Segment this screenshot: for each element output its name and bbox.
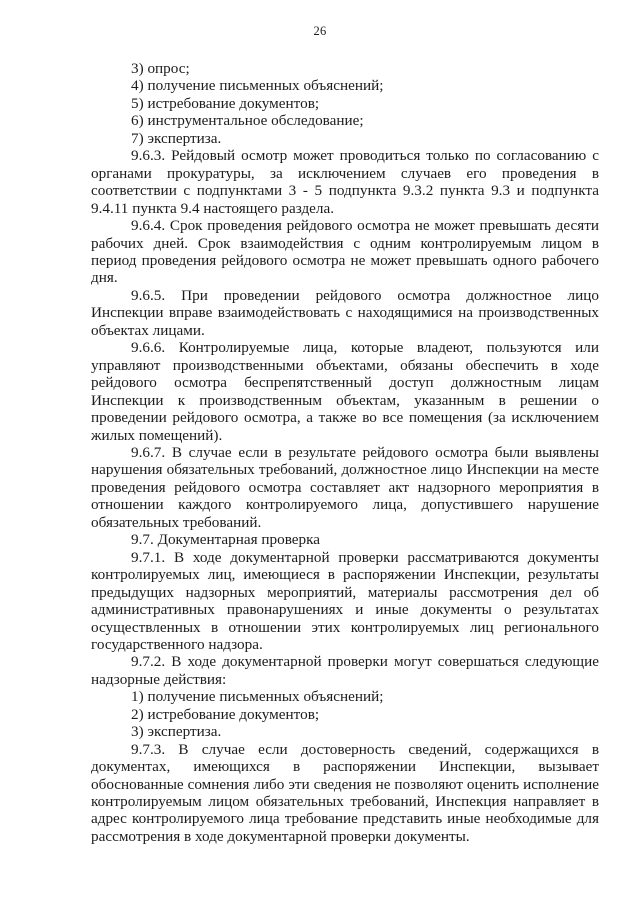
list-item: 2) истребование документов; — [131, 705, 320, 723]
paragraph-9-6-7: 9.6.7. В случае если в результате рейдового осмотра были выявлены нарушения обязательных требований, должностное лицо Инспекции на месте проведения рейдового осмотра составляет акт надзорного мероприятия в отношении каждого контролируемого лица, допустившего нарушение обязательных требований. — [91, 443, 599, 531]
list-item: 3) экспертиза. — [131, 723, 222, 741]
list-item: 4) получение письменных объяснений; — [131, 77, 384, 95]
paragraph-9-7-2: 9.7.2. В ходе документарной проверки могут совершаться следующие надзорные действия: — [91, 653, 599, 688]
list-item: 1) получение письменных объяснений; — [131, 688, 384, 706]
paragraph-9-7-1: 9.7.1. В ходе документарной проверки рассматриваются документы контролируемых лиц, имеющиеся в распоряжении Инспекции, результаты предыдущих надзорных мероприятий, материалы рассмотрения дел об административных правонарушениях и иные документы о результатах осуществленных в отношении этих контролируемых лиц регионального государственного надзора. — [91, 548, 599, 653]
list-item: 3) опрос; — [131, 60, 190, 77]
document-body — [91, 60, 599, 845]
paragraph-9-6-3: 9.6.3. Рейдовый осмотр может проводиться только по согласованию с органами прокуратуры, за исключением случаев его проведения в соответствии с подпунктами 3 - 5 подпункта 9.3.2 пункта 9.3 и подпункта 9.4.11 пункта 9.4 настоящего раздела. — [91, 147, 599, 217]
list-item: 5) истребование документов; — [131, 94, 320, 112]
section-heading: 9.7. Документарная проверка — [131, 531, 320, 549]
paragraph-9-6-5: 9.6.5. При проведении рейдового осмотра должностное лицо Инспекции вправе взаимодействовать с находящимися на производственных объектах лицами. — [91, 286, 599, 339]
paragraph-9-7-3: 9.7.3. В случае если достоверность сведений, содержащихся в документах, имеющихся в распоряжении Инспекции, вызывает обоснованные сомнения либо эти сведения не позволяют оценить исполнение контролируемым лицом обязательных требований, Инспекция направляет в адрес контролируемого лица требование представить иные необходимые для рассмотрения в ходе документарной проверки документы. — [91, 740, 599, 845]
paragraph-9-6-4: 9.6.4. Срок проведения рейдового осмотра не может превышать десяти рабочих дней. Срок взаимодействия с одним контролируемым лицом в период проведения рейдового осмотра не может превышать одного рабочего дня. — [91, 217, 599, 287]
paragraph-9-6-6: 9.6.6. Контролируемые лица, которые владеют, пользуются или управляют производственными объектами, обязаны обеспечить в ходе рейдового осмотра беспрепятственный доступ должностным лицам Инспекции к производственным объектам, указанным в решении о проведении рейдового осмотра, а также во все помещения (за исключением жилых помещений). — [91, 339, 599, 444]
page-number: 26 — [313, 24, 327, 38]
list-item: 7) экспертиза. — [131, 129, 222, 147]
list-item: 6) инструментальное обследование; — [131, 112, 364, 130]
